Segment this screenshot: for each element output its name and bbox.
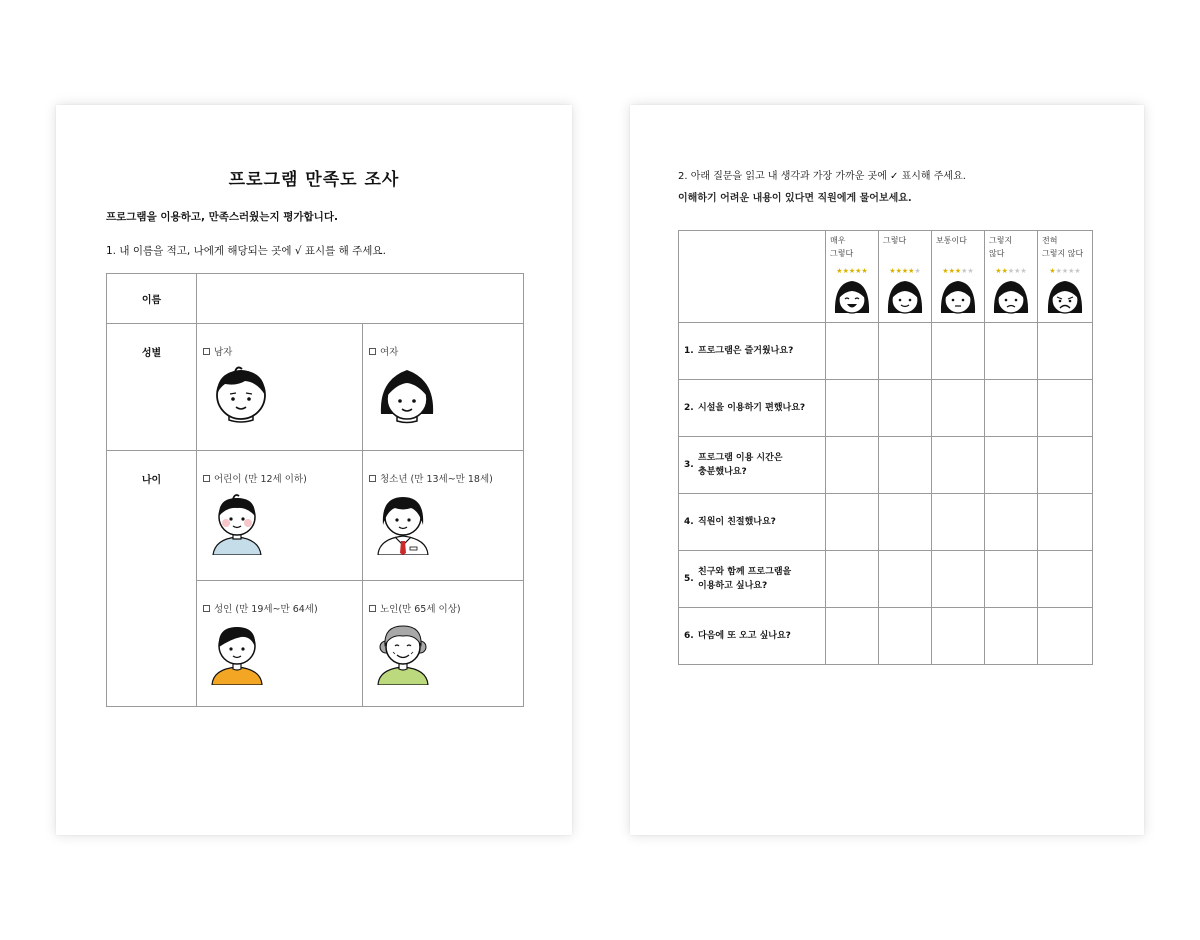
question-text xyxy=(684,629,825,643)
star-empty-icon: ★ xyxy=(1055,267,1062,275)
star-empty-icon: ★ xyxy=(1061,267,1069,275)
gender-option-male[interactable] xyxy=(197,324,363,451)
question-label: 다음에 또 오고 싶나요? xyxy=(698,631,791,641)
question-cell xyxy=(679,380,826,437)
question-number: 5. xyxy=(684,574,694,584)
star-filled-icon: ★ xyxy=(861,267,868,275)
answer-cell[interactable] xyxy=(985,323,1038,380)
answer-cell[interactable] xyxy=(826,380,879,437)
question-row xyxy=(679,323,1093,380)
rating-stars xyxy=(879,267,931,275)
answer-cell[interactable] xyxy=(985,494,1038,551)
adult-face-icon xyxy=(209,621,265,685)
question-number: 2. xyxy=(684,403,694,413)
senior-label: 노인(만 65세 이상) xyxy=(380,604,461,615)
help-instruction: 이해하기 어려운 내용이 있다면 직원에게 물어보세요. xyxy=(678,193,912,204)
gender-label-cell xyxy=(107,324,197,451)
scale-very-disagree xyxy=(1038,231,1093,323)
age-label: 나이 xyxy=(141,475,162,486)
corner-cell xyxy=(679,231,826,323)
question-text xyxy=(684,565,825,593)
senior-face-icon xyxy=(375,621,431,685)
star-filled-icon: ★ xyxy=(942,267,949,275)
star-filled-icon: ★ xyxy=(1001,267,1008,275)
answer-cell[interactable] xyxy=(879,323,932,380)
profile-table xyxy=(106,273,524,707)
answer-cell[interactable] xyxy=(826,323,879,380)
star-filled-icon: ★ xyxy=(855,267,862,275)
star-filled-icon: ★ xyxy=(908,267,915,275)
question-text xyxy=(684,451,825,479)
checkbox-adult[interactable] xyxy=(203,605,210,612)
answer-cell[interactable] xyxy=(985,608,1038,665)
answer-cell[interactable] xyxy=(826,437,879,494)
answer-cell[interactable] xyxy=(932,323,985,380)
star-filled-icon: ★ xyxy=(848,267,856,275)
female-label: 여자 xyxy=(380,347,399,358)
survey-page-2 xyxy=(630,105,1144,835)
question-row xyxy=(679,437,1093,494)
sad-face-icon xyxy=(991,277,1031,317)
child-label: 어린이 (만 12세 이하) xyxy=(214,474,307,485)
scale-label: 그렇지 않다 xyxy=(989,236,1013,258)
checkbox-male[interactable] xyxy=(203,348,210,355)
age-option-teen[interactable] xyxy=(363,451,524,581)
question-cell xyxy=(679,494,826,551)
question-row xyxy=(679,380,1093,437)
age-label-cell xyxy=(107,451,197,707)
answer-cell[interactable] xyxy=(985,380,1038,437)
star-filled-icon: ★ xyxy=(842,267,849,275)
rating-table xyxy=(678,230,1093,665)
question-cell xyxy=(679,323,826,380)
question-2-instruction: 2. 아래 질문을 읽고 내 생각과 가장 가까운 곳에 ✓ 표시해 주세요. xyxy=(678,171,966,182)
question-number: 4. xyxy=(684,517,694,527)
male-label: 남자 xyxy=(214,347,233,358)
star-filled-icon: ★ xyxy=(901,267,909,275)
question-1-text: 1. 내 이름을 적고, 나에게 해당되는 곳에 √ 표시를 해 주세요. xyxy=(106,245,386,257)
rating-stars xyxy=(1038,267,1092,275)
age-option-child[interactable] xyxy=(197,451,363,581)
girl-face-icon xyxy=(375,362,439,426)
star-filled-icon: ★ xyxy=(995,267,1002,275)
scale-very-agree xyxy=(826,231,879,323)
answer-cell[interactable] xyxy=(826,494,879,551)
star-empty-icon: ★ xyxy=(967,267,974,275)
scale-disagree xyxy=(985,231,1038,323)
question-number: 6. xyxy=(684,631,694,641)
question-row xyxy=(679,494,1093,551)
question-label: 직원이 친절했나요? xyxy=(698,517,776,527)
question-label: 프로그램은 즐거웠나요? xyxy=(698,346,794,356)
answer-cell[interactable] xyxy=(879,494,932,551)
scale-label: 전혀 그렇지 않다 xyxy=(1042,236,1084,258)
rating-stars xyxy=(932,267,984,275)
page-title: 프로그램 만족도 조사 xyxy=(228,170,400,190)
answer-cell[interactable] xyxy=(985,437,1038,494)
answer-cell[interactable] xyxy=(1038,437,1093,494)
answer-cell[interactable] xyxy=(985,551,1038,608)
teen-face-icon xyxy=(375,491,431,555)
answer-cell[interactable] xyxy=(826,551,879,608)
question-text xyxy=(684,515,825,529)
answer-cell[interactable] xyxy=(932,494,985,551)
scale-label: 보통이다 xyxy=(936,236,967,245)
question-cell xyxy=(679,437,826,494)
very-sad-face-icon xyxy=(1045,277,1085,317)
star-filled-icon: ★ xyxy=(1049,267,1056,275)
answer-cell[interactable] xyxy=(932,608,985,665)
question-number: 3. xyxy=(684,460,694,470)
checkbox-female[interactable] xyxy=(369,348,376,355)
rating-stars xyxy=(826,267,878,275)
checkbox-teen[interactable] xyxy=(369,475,376,482)
star-empty-icon: ★ xyxy=(1068,267,1075,275)
answer-cell[interactable] xyxy=(1038,494,1093,551)
checkbox-senior[interactable] xyxy=(369,605,376,612)
answer-cell[interactable] xyxy=(1038,380,1093,437)
answer-cell[interactable] xyxy=(879,608,932,665)
intro-text: 프로그램을 이용하고, 만족스러웠는지 평가합니다. xyxy=(106,211,338,223)
star-empty-icon: ★ xyxy=(1007,267,1015,275)
age-option-senior[interactable] xyxy=(363,581,524,707)
question-label: 시설을 이용하기 편했나요? xyxy=(698,403,806,413)
answer-cell[interactable] xyxy=(932,551,985,608)
star-empty-icon: ★ xyxy=(1074,267,1081,275)
star-empty-icon: ★ xyxy=(961,267,968,275)
gender-label: 성별 xyxy=(141,348,162,359)
scale-label: 그렇다 xyxy=(883,236,907,245)
answer-cell[interactable] xyxy=(932,437,985,494)
star-filled-icon: ★ xyxy=(895,267,902,275)
survey-page-1 xyxy=(56,105,572,835)
teen-label: 청소년 (만 13세~만 18세) xyxy=(380,474,493,485)
very-happy-face-icon xyxy=(832,277,872,317)
question-row xyxy=(679,608,1093,665)
star-empty-icon: ★ xyxy=(1020,267,1027,275)
scale-agree xyxy=(879,231,932,323)
question-number: 1. xyxy=(684,346,694,356)
star-filled-icon: ★ xyxy=(948,267,955,275)
answer-cell[interactable] xyxy=(1038,323,1093,380)
scale-label: 매우 그렇다 xyxy=(830,236,854,258)
neutral-face-icon xyxy=(938,277,978,317)
question-label: 프로그램 이용 시간은 충분했나요? xyxy=(698,453,783,477)
star-empty-icon: ★ xyxy=(1014,267,1021,275)
question-cell xyxy=(679,608,826,665)
star-empty-icon: ★ xyxy=(914,267,921,275)
name-input-cell[interactable] xyxy=(197,274,524,324)
scale-neutral xyxy=(932,231,985,323)
question-row xyxy=(679,551,1093,608)
checkbox-child[interactable] xyxy=(203,475,210,482)
question-text xyxy=(684,344,825,358)
answer-cell[interactable] xyxy=(826,608,879,665)
rating-stars xyxy=(985,267,1037,275)
question-label: 친구와 함께 프로그램을 이용하고 싶나요? xyxy=(698,567,792,591)
star-filled-icon: ★ xyxy=(836,267,843,275)
adult-label: 성인 (만 19세~만 64세) xyxy=(214,604,318,615)
answer-cell[interactable] xyxy=(932,380,985,437)
answer-cell[interactable] xyxy=(1038,551,1093,608)
answer-cell[interactable] xyxy=(1038,608,1093,665)
name-label: 이름 xyxy=(107,274,197,324)
answer-cell[interactable] xyxy=(879,380,932,437)
age-option-adult[interactable] xyxy=(197,581,363,707)
star-filled-icon: ★ xyxy=(889,267,896,275)
star-filled-icon: ★ xyxy=(954,267,962,275)
boy-face-icon xyxy=(209,362,273,426)
answer-cell[interactable] xyxy=(879,551,932,608)
question-cell xyxy=(679,551,826,608)
child-face-icon xyxy=(209,491,265,555)
gender-option-female[interactable] xyxy=(363,324,524,451)
question-text xyxy=(684,401,825,415)
happy-face-icon xyxy=(885,277,925,317)
answer-cell[interactable] xyxy=(879,437,932,494)
